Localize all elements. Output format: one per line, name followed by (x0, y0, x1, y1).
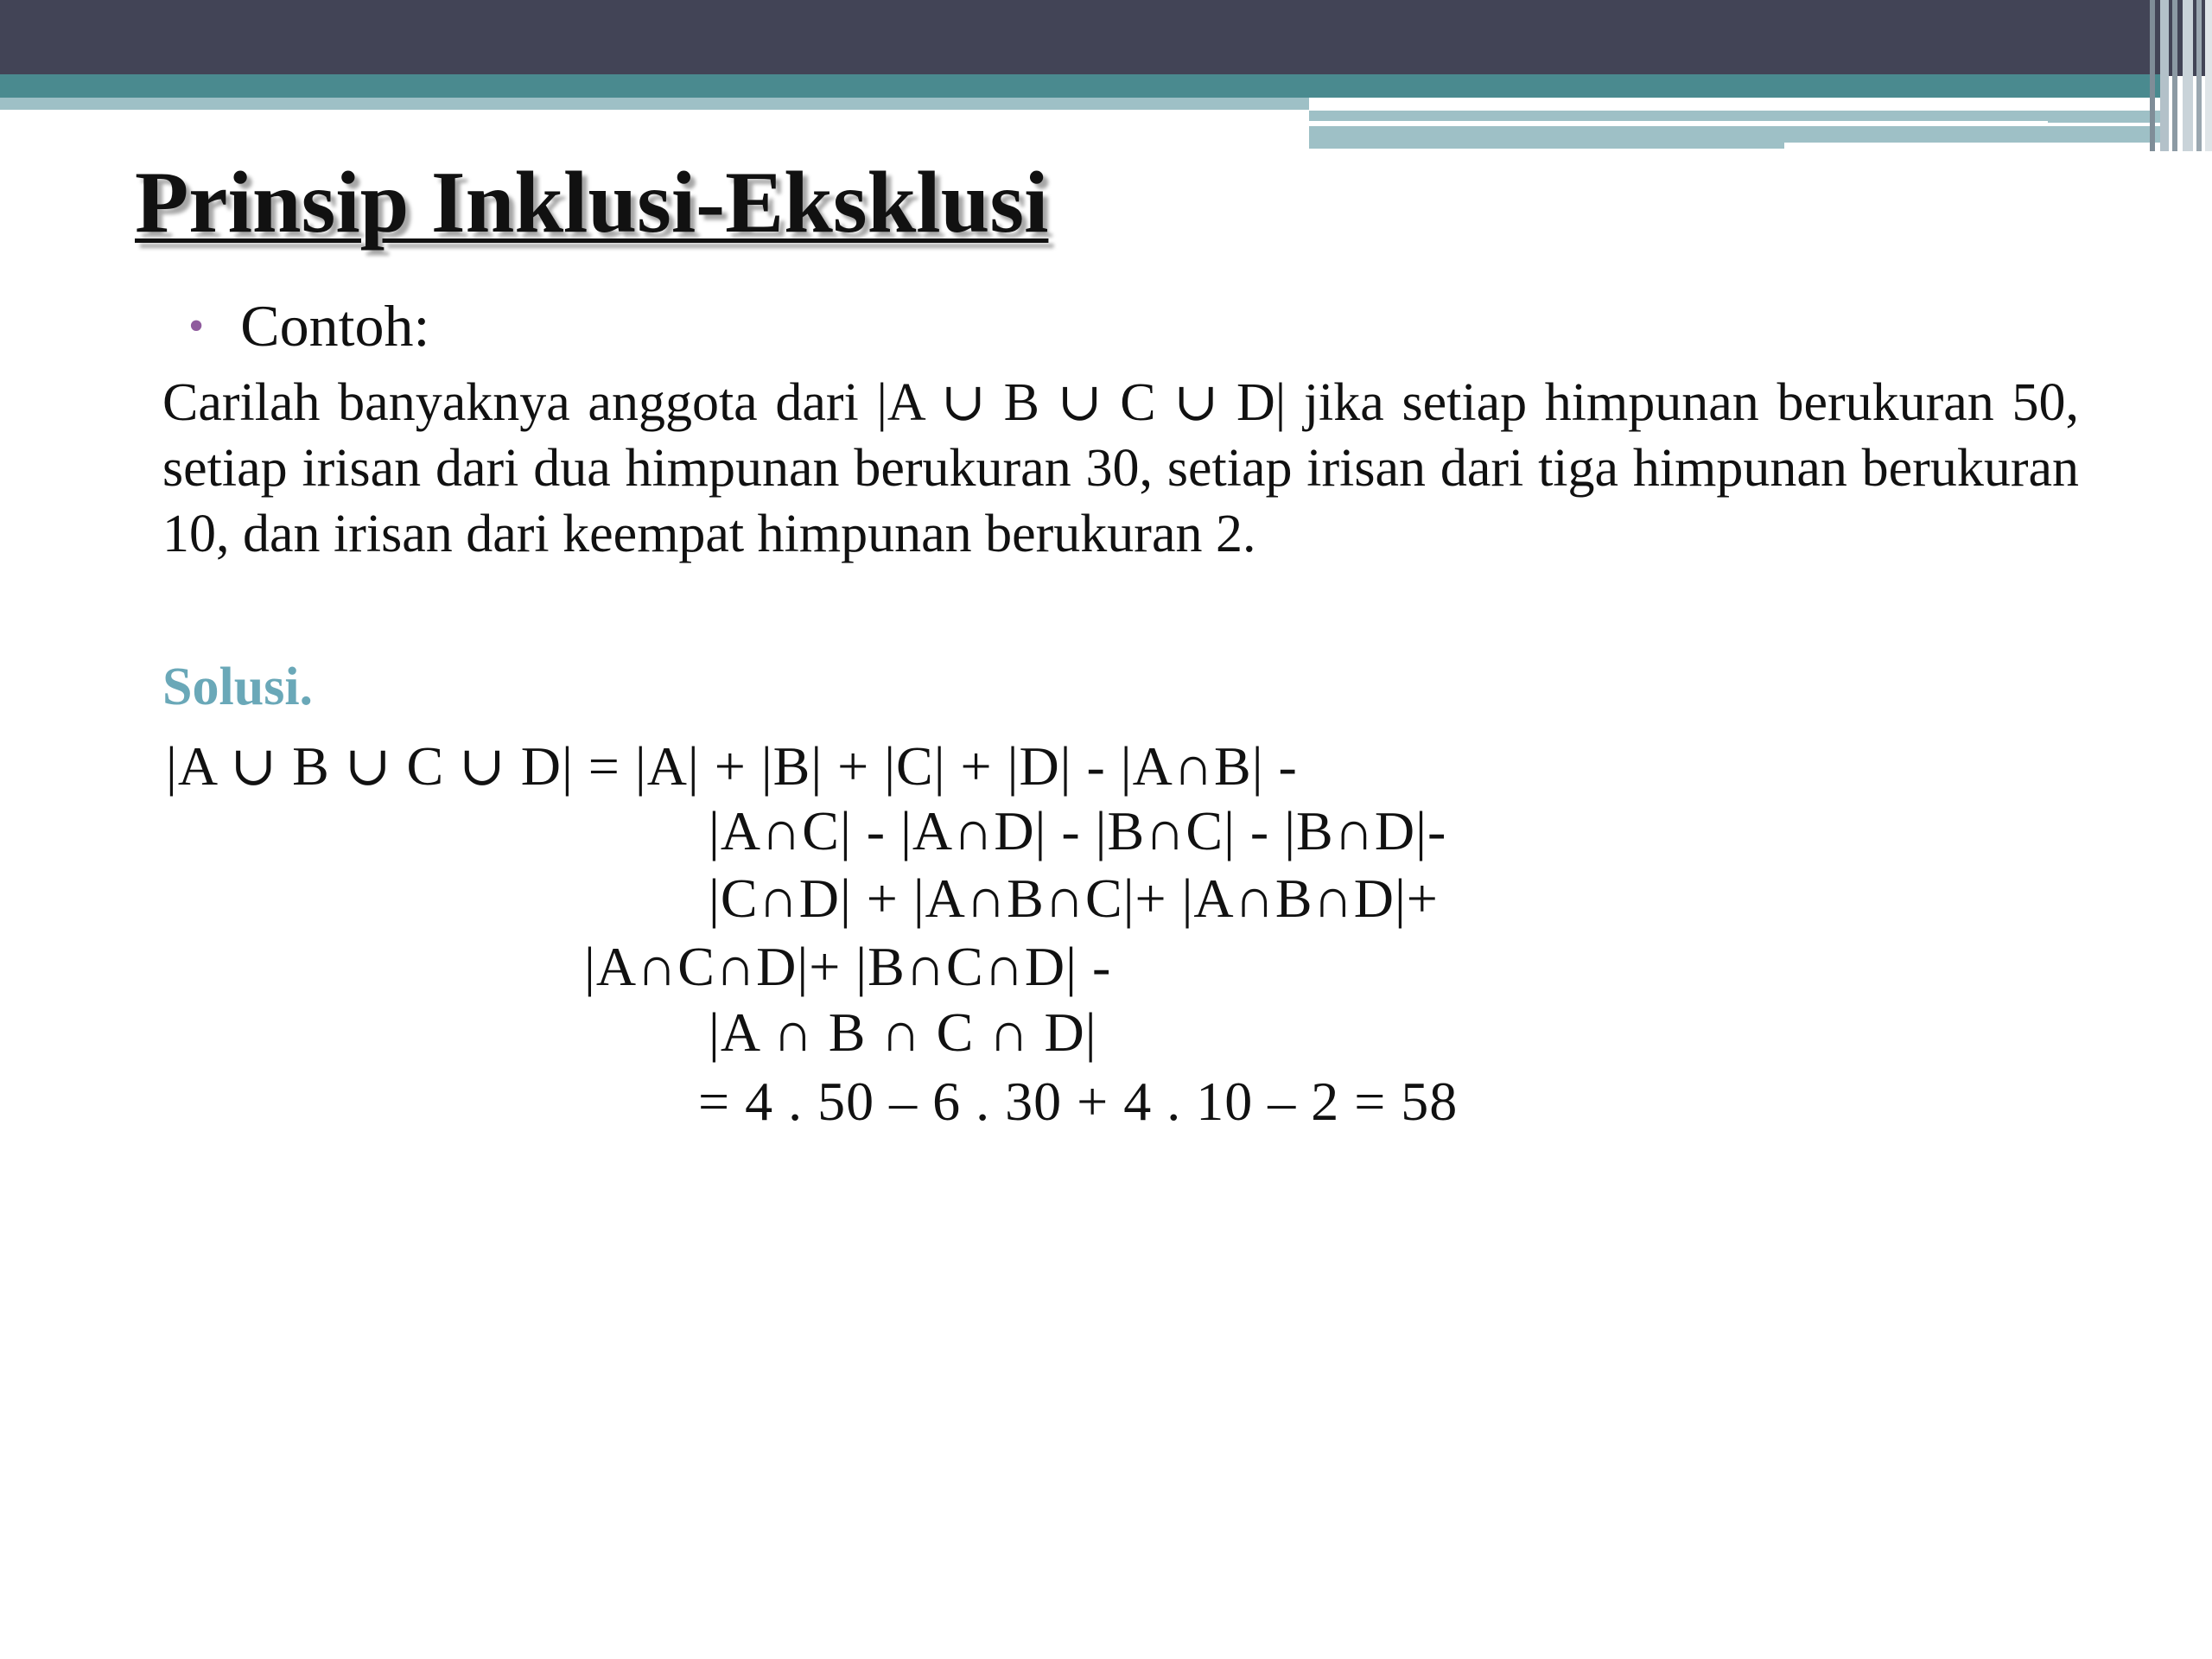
bullet-dot-icon: • (188, 302, 205, 351)
header-stripe (2183, 0, 2193, 151)
slide-title: Prinsip Inklusi-Eksklusi (135, 154, 1049, 251)
header-stripe (2205, 0, 2212, 151)
formula-result: = 4 . 50 – 6 . 30 + 4 . 10 – 2 = 58 (698, 1071, 1459, 1132)
header-stripe (2160, 0, 2169, 151)
formula-line: |A∩C∩D|+ |B∩C∩D| - (584, 936, 1112, 997)
header-bar-teal (0, 74, 2160, 98)
header-stripe (2172, 0, 2177, 151)
header-stripe (2196, 0, 2202, 151)
problem-statement: Carilah banyaknya anggota dari |A ∪ B ∪ C ∪ D| jika setiap himpunan berukuran 50, setiap irisan dari dua himpunan berukuran 30, setiap irisan dari tiga himpunan berukuran 10, dan irisan dari keempat himpunan berukuran 2. (162, 373, 2079, 563)
bullet-text: Contoh: (240, 293, 430, 359)
formula-line: |A ∩ B ∩ C ∩ D| (709, 1001, 1097, 1063)
header-line-white-short (1784, 143, 2160, 149)
formula-line: |C∩D| + |A∩B∩C|+ |A∩B∩D|+ (709, 868, 1439, 929)
formula-line: |A∩C| - |A∩D| - |B∩C| - |B∩D|- (709, 800, 1447, 861)
header-bar-dark (0, 0, 2212, 76)
solution-label: Solusi. (162, 658, 314, 716)
header-stripe (2150, 0, 2155, 151)
formula-line: |A ∪ B ∪ C ∪ D| = |A| + |B| + |C| + |D| - |A∩B| - (166, 735, 1298, 797)
bullet-item (188, 292, 429, 360)
header-bar-light-left (0, 98, 1309, 110)
